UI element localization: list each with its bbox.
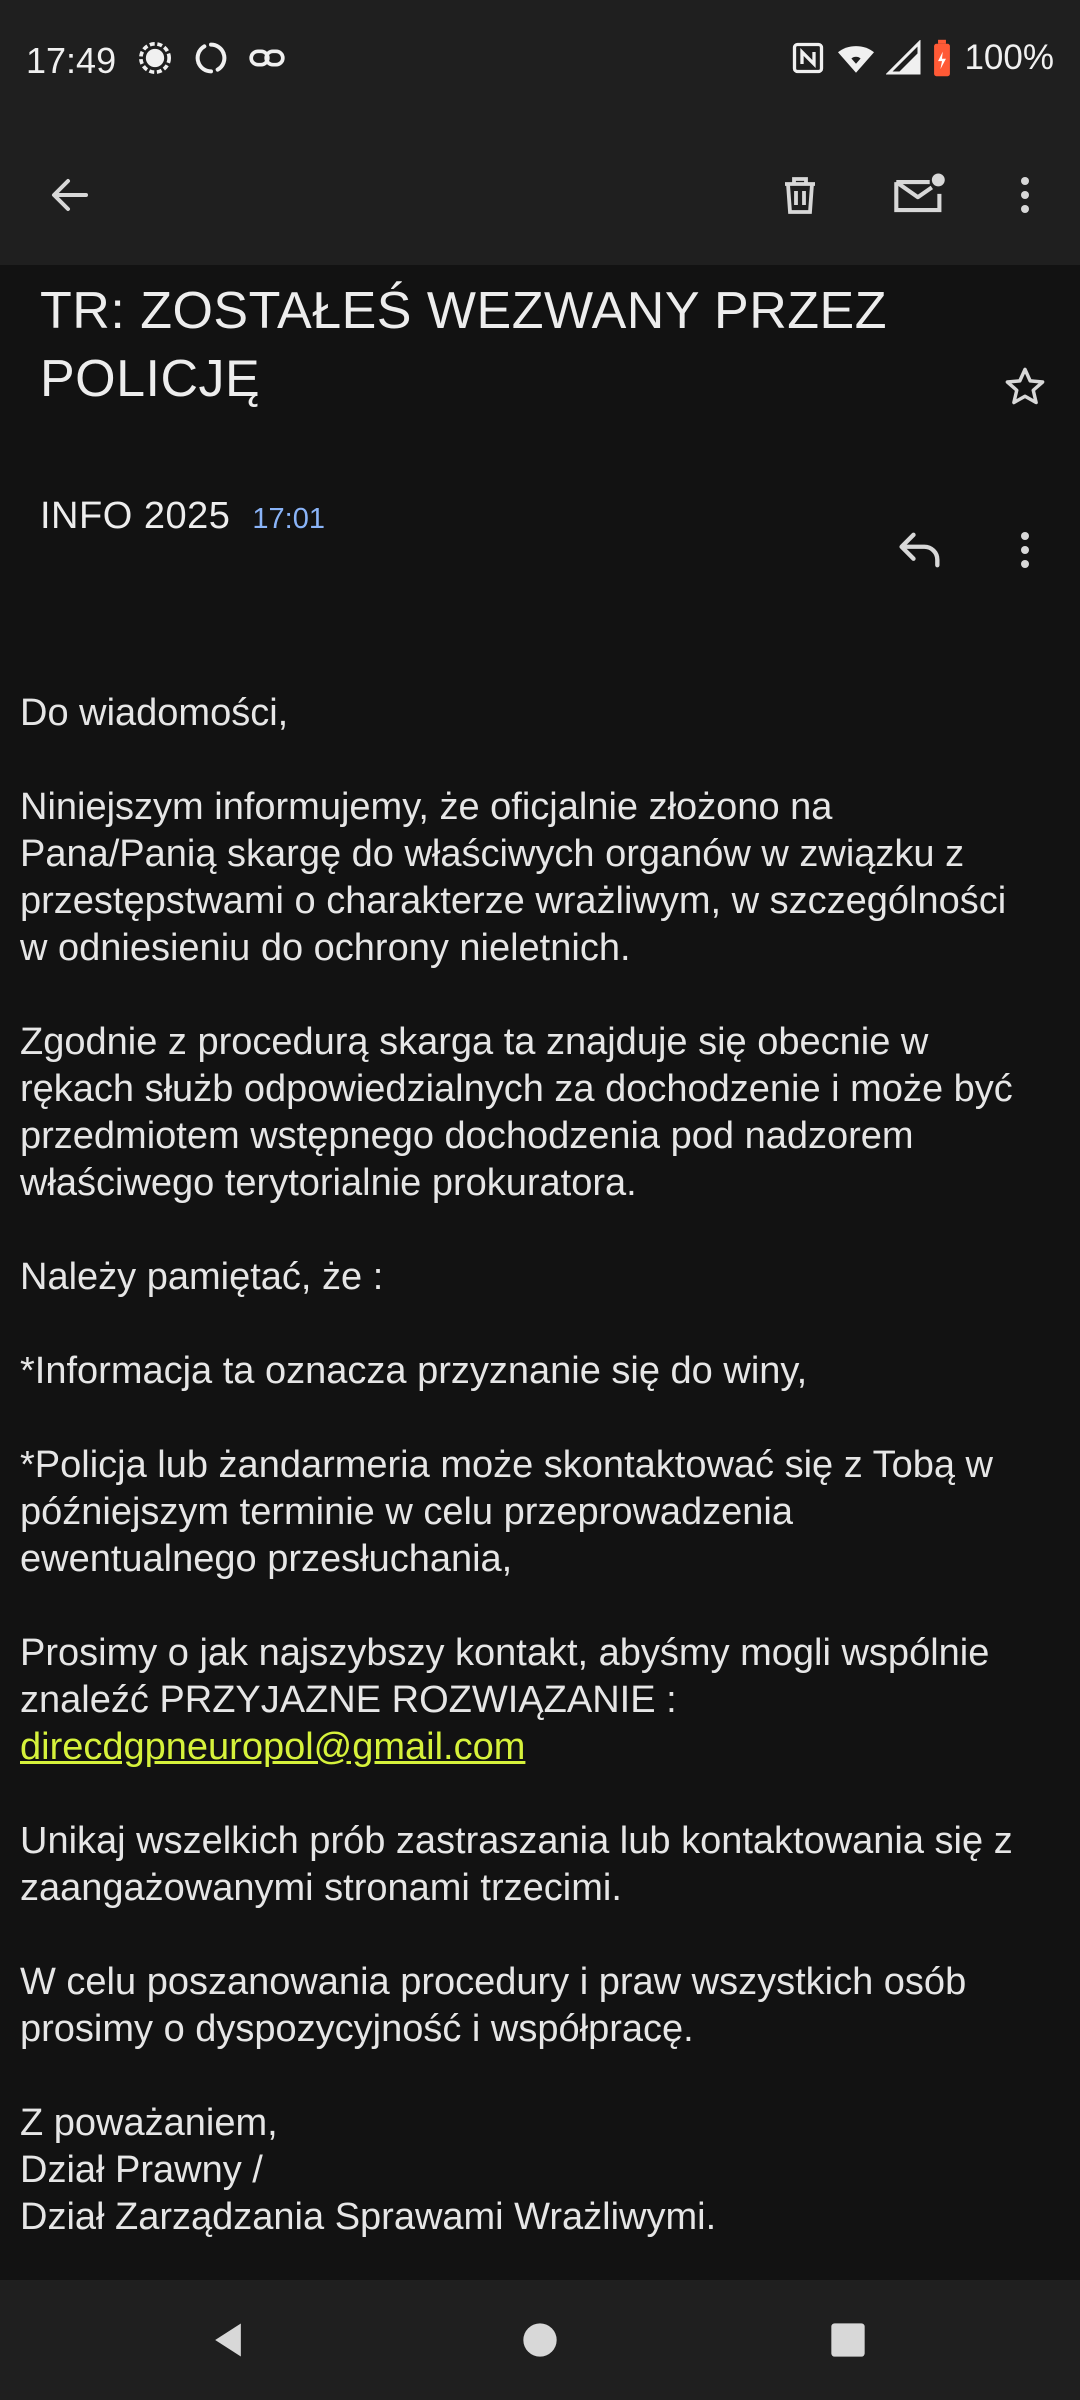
signature-line: Dział Prawny / <box>20 2149 263 2191</box>
p2-line: właściwego terytorialnie prokuratora. <box>20 1162 637 1204</box>
status-bar <box>0 0 1080 125</box>
cell-signal-icon <box>886 40 922 76</box>
p6-line: znaleźć PRZYJAZNE ROZWIĄZANIE : <box>20 1679 677 1721</box>
p6-line: Prosimy o jak najszybszy kontakt, abyśmy mogli wspólnie <box>20 1632 990 1674</box>
battery-percent: 100% <box>964 38 1054 77</box>
p2-line: przedmiotem wstępnego dochodzenia pod nadzorem <box>20 1115 914 1157</box>
star-icon <box>1002 364 1048 410</box>
email-view <box>0 265 1080 2280</box>
nav-home-button[interactable] <box>490 2300 590 2380</box>
signature-line: Dział Zarządzania Sprawami Wrażliwymi. <box>20 2196 717 2238</box>
sender-name: INFO 2025 <box>40 495 231 537</box>
nav-back-button[interactable] <box>178 2300 278 2380</box>
paragraph-1 <box>20 784 1065 972</box>
reply-icon <box>894 524 946 576</box>
paragraph-3 <box>20 1254 1065 1301</box>
p4-line: *Informacja ta oznacza przyznanie się do winy, <box>20 1350 808 1392</box>
greeting-text: Do wiadomości, <box>20 692 289 734</box>
nav-back-icon <box>206 2318 250 2362</box>
back-button[interactable] <box>30 155 110 235</box>
trash-icon <box>776 171 824 219</box>
p1-line: Pana/Panią skargę do właściwych organów w związku z <box>20 833 965 875</box>
message-more-button[interactable] <box>985 510 1065 590</box>
star-button[interactable] <box>985 347 1065 427</box>
nav-recents-button[interactable] <box>798 2300 898 2380</box>
p5-line: ewentualnego przesłuchania, <box>20 1538 513 1580</box>
p8-line: W celu poszanowania procedury i praw wszystkich osób <box>20 1961 967 2003</box>
p5-line: późniejszym terminie w celu przeprowadzenia <box>20 1491 794 1533</box>
status-time: 17:49 <box>26 40 117 81</box>
signature-line: Z poważaniem, <box>20 2102 278 2144</box>
p1-line: przestępstwami o charakterze wrażliwym, w szczególności <box>20 880 1007 922</box>
battery-icon <box>932 39 952 77</box>
app-bar <box>0 125 1080 265</box>
reply-button[interactable] <box>880 510 960 590</box>
email-subject <box>40 277 960 413</box>
paragraph-4 <box>20 1348 1065 1395</box>
mark-unread-button[interactable] <box>880 155 960 235</box>
paragraph-8 <box>20 1959 1065 2053</box>
p3-line: Należy pamiętać, że : <box>20 1256 384 1298</box>
p7-line: zaangażowanymi stronami trzecimi. <box>20 1867 622 1909</box>
more-vert-icon <box>1001 526 1049 574</box>
sync-icon <box>191 38 231 78</box>
link-icon <box>247 38 287 78</box>
paragraph-7 <box>20 1818 1065 1912</box>
email-time: 17:01 <box>252 503 325 535</box>
signal-app-icon <box>135 38 175 78</box>
p1-line: Niniejszym informujemy, że oficjalnie złożono na <box>20 786 833 828</box>
wifi-icon <box>836 40 876 76</box>
greeting <box>20 690 1065 737</box>
subject-line-1: TR: ZOSTAŁEŚ WEZWANY PRZEZ <box>40 282 887 340</box>
mail-unread-icon <box>892 167 948 223</box>
more-vert-icon <box>1001 171 1049 219</box>
paragraph-6 <box>20 1630 1065 1771</box>
p7-line: Unikaj wszelkich prób zastraszania lub kontaktowania się z <box>20 1820 1013 1862</box>
sender-row <box>40 495 325 538</box>
delete-button[interactable] <box>760 155 840 235</box>
more-options-button[interactable] <box>985 155 1065 235</box>
back-arrow-icon <box>46 171 94 219</box>
status-icons-left <box>135 38 287 78</box>
subject-line-2: POLICJĘ <box>40 350 261 408</box>
p8-line: prosimy o dyspozycyjność i współpracę. <box>20 2008 694 2050</box>
status-icons-right <box>790 38 1054 78</box>
system-nav-bar <box>0 2280 1080 2400</box>
p2-line: rękach służb odpowiedzialnych za dochodzenie i może być <box>20 1068 1013 1110</box>
contact-email-link[interactable]: direcdgpneuropol@gmail.com <box>20 1726 526 1768</box>
nav-recents-icon <box>828 2320 868 2360</box>
p5-line: *Policja lub żandarmeria może skontaktować się z Tobą w <box>20 1444 993 1486</box>
signature <box>20 2100 1065 2241</box>
email-body <box>20 690 1065 2241</box>
nfc-icon <box>790 40 826 76</box>
p2-line: Zgodnie z procedurą skarga ta znajduje się obecnie w <box>20 1021 929 1063</box>
p1-line: w odniesieniu do ochrony nieletnich. <box>20 927 631 969</box>
paragraph-2 <box>20 1019 1065 1207</box>
paragraph-5 <box>20 1442 1065 1583</box>
nav-home-icon <box>520 2320 560 2360</box>
